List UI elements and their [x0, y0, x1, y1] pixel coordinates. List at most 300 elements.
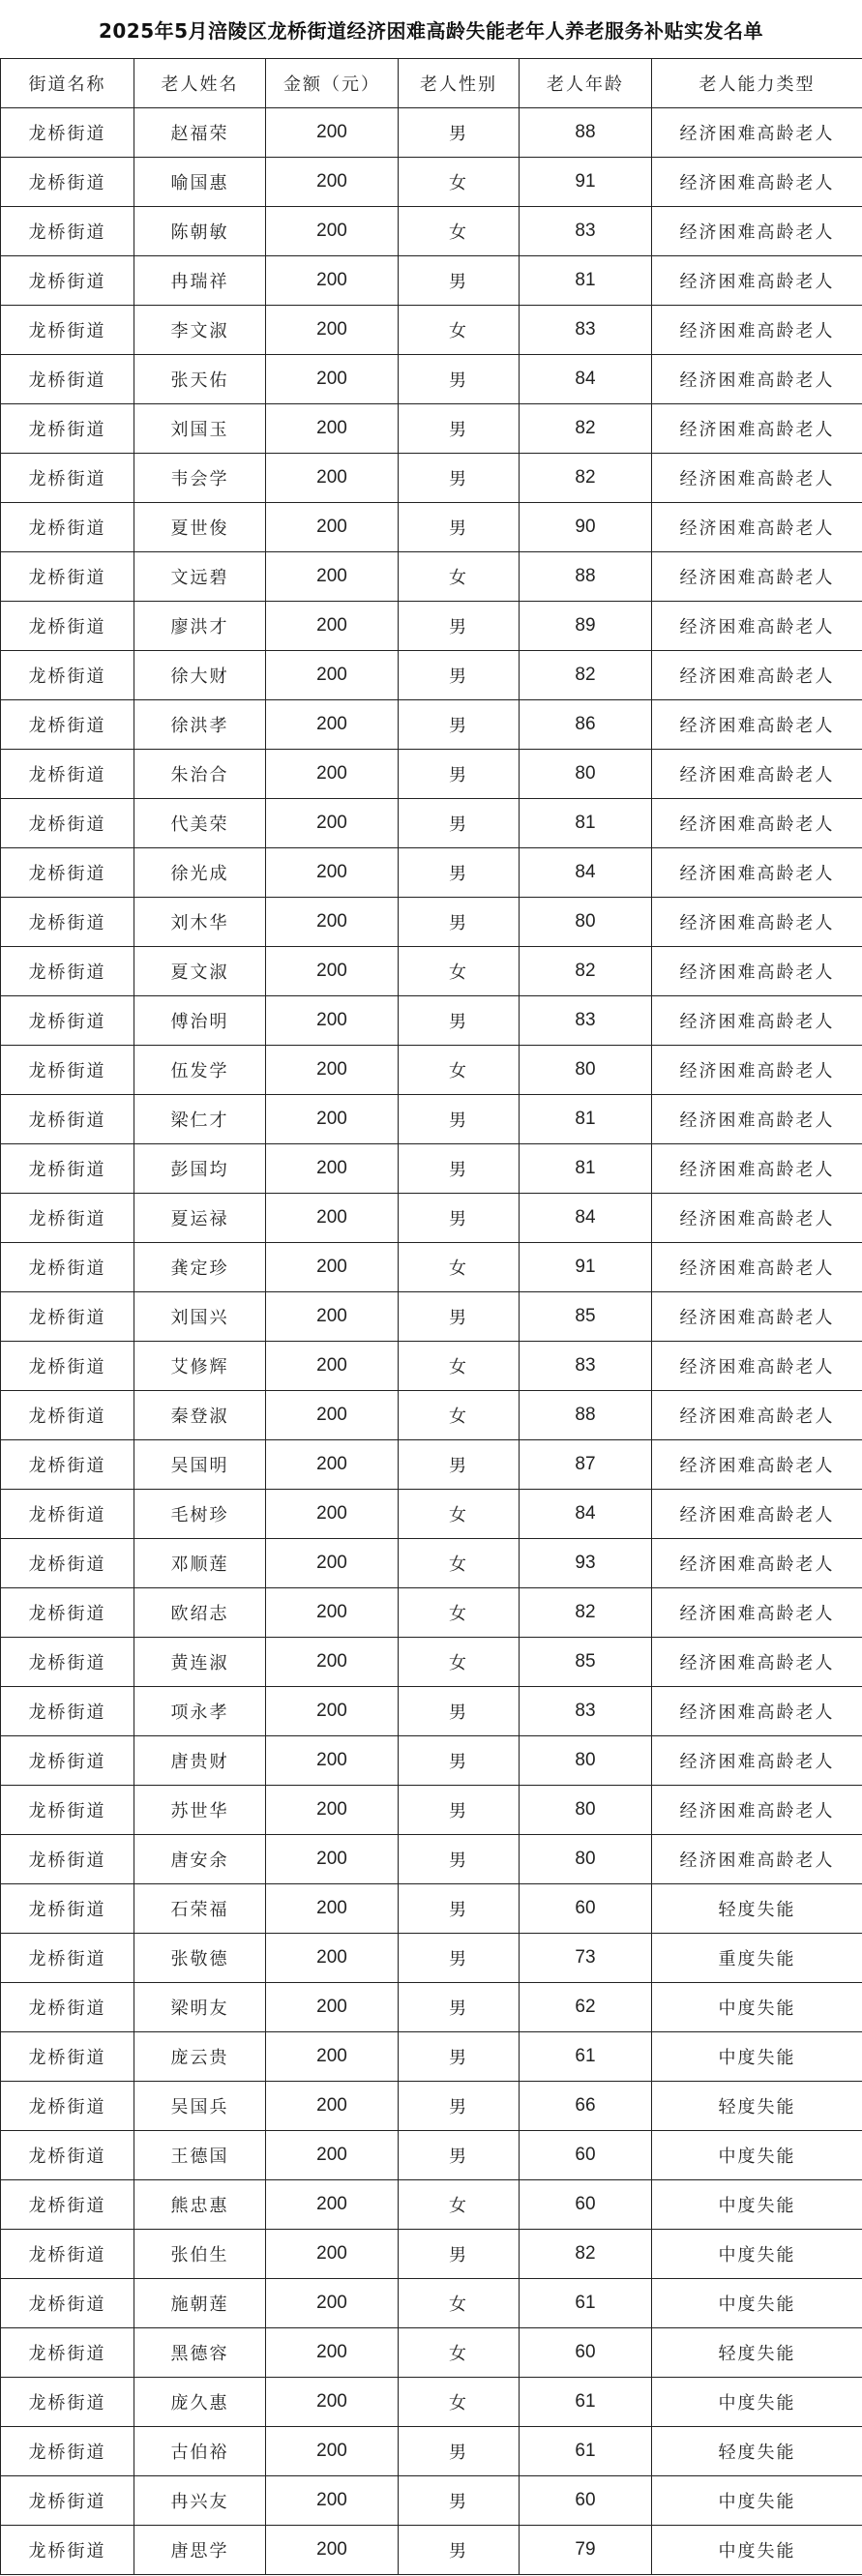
cell-age: 80: [520, 1736, 652, 1786]
cell-amount: 200: [266, 404, 399, 454]
cell-amount: 200: [266, 1884, 399, 1934]
table-row: [1, 1588, 862, 1638]
cell-age: 66: [520, 2082, 652, 2131]
table-row: [1, 1983, 862, 2032]
cell-ability-type: 经济困难高龄老人: [652, 1342, 862, 1391]
table-row: [1, 1440, 862, 1490]
cell-ability-type: 经济困难高龄老人: [652, 1687, 862, 1736]
cell-street: 龙桥街道: [1, 700, 134, 750]
table-row: [1, 355, 862, 404]
table-row: [1, 2230, 862, 2279]
cell-age: 60: [520, 2180, 652, 2230]
cell-name: 夏运禄: [134, 1194, 266, 1243]
cell-name: 梁明友: [134, 1983, 266, 2032]
cell-ability-type: 经济困难高龄老人: [652, 454, 862, 503]
cell-age: 84: [520, 848, 652, 898]
cell-age: 61: [520, 2378, 652, 2427]
cell-name: 唐思学: [134, 2526, 266, 2575]
cell-amount: 200: [266, 1095, 399, 1144]
cell-name: 冉瑞祥: [134, 256, 266, 306]
cell-ability-type: 经济困难高龄老人: [652, 355, 862, 404]
cell-name: 伍发学: [134, 1046, 266, 1095]
table-row: [1, 2328, 862, 2378]
cell-age: 73: [520, 1934, 652, 1983]
table-row: [1, 1934, 862, 1983]
cell-ability-type: 经济困难高龄老人: [652, 1391, 862, 1440]
cell-amount: 200: [266, 700, 399, 750]
table-row: [1, 750, 862, 799]
cell-amount: 200: [266, 2526, 399, 2575]
cell-name: 王德国: [134, 2131, 266, 2180]
cell-ability-type: 轻度失能: [652, 2082, 862, 2131]
cell-name: 唐贵财: [134, 1736, 266, 1786]
cell-amount: 200: [266, 799, 399, 848]
cell-amount: 200: [266, 1934, 399, 1983]
table-row: [1, 1144, 862, 1194]
cell-age: 91: [520, 1243, 652, 1292]
cell-age: 83: [520, 1687, 652, 1736]
cell-gender: 男: [399, 799, 520, 848]
cell-street: 龙桥街道: [1, 1539, 134, 1588]
cell-age: 83: [520, 996, 652, 1046]
cell-street: 龙桥街道: [1, 1884, 134, 1934]
cell-name: 刘国兴: [134, 1292, 266, 1342]
cell-amount: 200: [266, 1144, 399, 1194]
cell-gender: 男: [399, 2131, 520, 2180]
cell-name: 朱治合: [134, 750, 266, 799]
cell-ability-type: 中度失能: [652, 2131, 862, 2180]
table-row: [1, 2378, 862, 2427]
cell-gender: 男: [399, 651, 520, 700]
cell-ability-type: 经济困难高龄老人: [652, 750, 862, 799]
cell-age: 80: [520, 750, 652, 799]
cell-ability-type: 经济困难高龄老人: [652, 207, 862, 256]
cell-age: 93: [520, 1539, 652, 1588]
cell-gender: 男: [399, 1835, 520, 1884]
cell-ability-type: 经济困难高龄老人: [652, 1588, 862, 1638]
cell-street: 龙桥街道: [1, 1934, 134, 1983]
cell-name: 吴国明: [134, 1440, 266, 1490]
cell-gender: 男: [399, 256, 520, 306]
cell-gender: 男: [399, 700, 520, 750]
cell-gender: 女: [399, 1638, 520, 1687]
cell-name: 彭国均: [134, 1144, 266, 1194]
table-row: [1, 306, 862, 355]
cell-name: 施朝莲: [134, 2279, 266, 2328]
cell-name: 艾修辉: [134, 1342, 266, 1391]
cell-age: 62: [520, 1983, 652, 2032]
cell-street: 龙桥街道: [1, 651, 134, 700]
cell-ability-type: 经济困难高龄老人: [652, 503, 862, 552]
cell-amount: 200: [266, 1440, 399, 1490]
cell-gender: 女: [399, 947, 520, 996]
table-row: [1, 602, 862, 651]
cell-street: 龙桥街道: [1, 799, 134, 848]
cell-name: 熊忠惠: [134, 2180, 266, 2230]
cell-street: 龙桥街道: [1, 1391, 134, 1440]
cell-gender: 男: [399, 750, 520, 799]
cell-ability-type: 经济困难高龄老人: [652, 1144, 862, 1194]
cell-age: 81: [520, 1144, 652, 1194]
cell-street: 龙桥街道: [1, 2230, 134, 2279]
cell-amount: 200: [266, 848, 399, 898]
header-gender: 老人性别: [399, 59, 520, 108]
cell-gender: 男: [399, 1786, 520, 1835]
cell-ability-type: 轻度失能: [652, 2328, 862, 2378]
cell-age: 83: [520, 306, 652, 355]
cell-age: 80: [520, 1046, 652, 1095]
cell-name: 代美荣: [134, 799, 266, 848]
cell-ability-type: 经济困难高龄老人: [652, 108, 862, 158]
cell-amount: 200: [266, 1588, 399, 1638]
cell-ability-type: 中度失能: [652, 2476, 862, 2526]
cell-gender: 男: [399, 1440, 520, 1490]
cell-ability-type: 中度失能: [652, 2230, 862, 2279]
cell-name: 徐大财: [134, 651, 266, 700]
cell-gender: 男: [399, 848, 520, 898]
table-row: [1, 503, 862, 552]
cell-age: 83: [520, 1342, 652, 1391]
cell-ability-type: 经济困难高龄老人: [652, 1046, 862, 1095]
cell-name: 梁仁才: [134, 1095, 266, 1144]
cell-ability-type: 经济困难高龄老人: [652, 898, 862, 947]
cell-street: 龙桥街道: [1, 1194, 134, 1243]
cell-name: 赵福荣: [134, 108, 266, 158]
table-row: [1, 158, 862, 207]
cell-street: 龙桥街道: [1, 1095, 134, 1144]
cell-ability-type: 经济困难高龄老人: [652, 404, 862, 454]
cell-street: 龙桥街道: [1, 2378, 134, 2427]
cell-gender: 女: [399, 2328, 520, 2378]
cell-amount: 200: [266, 108, 399, 158]
cell-amount: 200: [266, 2476, 399, 2526]
cell-name: 庞云贵: [134, 2032, 266, 2082]
cell-street: 龙桥街道: [1, 1983, 134, 2032]
cell-amount: 200: [266, 1736, 399, 1786]
cell-name: 文远碧: [134, 552, 266, 602]
cell-age: 81: [520, 1095, 652, 1144]
cell-amount: 200: [266, 2230, 399, 2279]
cell-name: 陈朝敏: [134, 207, 266, 256]
cell-street: 龙桥街道: [1, 2427, 134, 2476]
cell-amount: 200: [266, 651, 399, 700]
cell-age: 89: [520, 602, 652, 651]
table-row: [1, 1638, 862, 1687]
table-row: [1, 848, 862, 898]
cell-gender: 男: [399, 2427, 520, 2476]
cell-street: 龙桥街道: [1, 256, 134, 306]
cell-street: 龙桥街道: [1, 2526, 134, 2575]
cell-street: 龙桥街道: [1, 306, 134, 355]
cell-street: 龙桥街道: [1, 898, 134, 947]
cell-ability-type: 轻度失能: [652, 1884, 862, 1934]
cell-age: 88: [520, 1391, 652, 1440]
table-row: [1, 1342, 862, 1391]
cell-street: 龙桥街道: [1, 207, 134, 256]
cell-street: 龙桥街道: [1, 503, 134, 552]
cell-ability-type: 经济困难高龄老人: [652, 256, 862, 306]
cell-name: 徐洪孝: [134, 700, 266, 750]
cell-name: 廖洪才: [134, 602, 266, 651]
cell-age: 82: [520, 947, 652, 996]
cell-name: 苏世华: [134, 1786, 266, 1835]
header-amount: 金额（元）: [266, 59, 399, 108]
table-row: [1, 256, 862, 306]
header-row: [1, 59, 862, 108]
cell-ability-type: 重度失能: [652, 1934, 862, 1983]
cell-gender: 女: [399, 552, 520, 602]
cell-name: 夏世俊: [134, 503, 266, 552]
cell-name: 刘木华: [134, 898, 266, 947]
header-age: 老人年龄: [520, 59, 652, 108]
cell-ability-type: 经济困难高龄老人: [652, 947, 862, 996]
cell-amount: 200: [266, 1786, 399, 1835]
cell-street: 龙桥街道: [1, 1440, 134, 1490]
cell-street: 龙桥街道: [1, 1243, 134, 1292]
cell-ability-type: 经济困难高龄老人: [652, 700, 862, 750]
table-row: [1, 2180, 862, 2230]
cell-gender: 女: [399, 207, 520, 256]
cell-gender: 女: [399, 2279, 520, 2328]
table-row: [1, 1687, 862, 1736]
cell-ability-type: 轻度失能: [652, 2427, 862, 2476]
cell-amount: 200: [266, 898, 399, 947]
cell-amount: 200: [266, 207, 399, 256]
cell-name: 张伯生: [134, 2230, 266, 2279]
cell-street: 龙桥街道: [1, 2180, 134, 2230]
cell-name: 欧绍志: [134, 1588, 266, 1638]
cell-age: 80: [520, 1835, 652, 1884]
table-row: [1, 1046, 862, 1095]
cell-ability-type: 经济困难高龄老人: [652, 1638, 862, 1687]
cell-amount: 200: [266, 996, 399, 1046]
cell-gender: 女: [399, 1046, 520, 1095]
cell-amount: 200: [266, 256, 399, 306]
cell-ability-type: 经济困难高龄老人: [652, 158, 862, 207]
subsidy-table: [0, 58, 862, 2575]
cell-gender: 男: [399, 1736, 520, 1786]
cell-name: 龚定珍: [134, 1243, 266, 1292]
cell-street: 龙桥街道: [1, 2082, 134, 2131]
cell-amount: 200: [266, 552, 399, 602]
cell-age: 61: [520, 2279, 652, 2328]
table-row: [1, 1095, 862, 1144]
cell-name: 刘国玉: [134, 404, 266, 454]
cell-ability-type: 经济困难高龄老人: [652, 1194, 862, 1243]
cell-name: 张天佑: [134, 355, 266, 404]
cell-age: 88: [520, 108, 652, 158]
cell-gender: 男: [399, 2082, 520, 2131]
cell-age: 80: [520, 1786, 652, 1835]
table-row: [1, 2082, 862, 2131]
cell-gender: 男: [399, 2476, 520, 2526]
table-row: [1, 207, 862, 256]
header-ability-type: 老人能力类型: [652, 59, 862, 108]
cell-gender: 男: [399, 1934, 520, 1983]
cell-gender: 女: [399, 1539, 520, 1588]
cell-gender: 男: [399, 454, 520, 503]
cell-gender: 男: [399, 404, 520, 454]
cell-amount: 200: [266, 2180, 399, 2230]
table-row: [1, 1786, 862, 1835]
cell-amount: 200: [266, 2032, 399, 2082]
cell-name: 韦会学: [134, 454, 266, 503]
cell-street: 龙桥街道: [1, 602, 134, 651]
cell-name: 傅治明: [134, 996, 266, 1046]
table-row: [1, 898, 862, 947]
cell-age: 82: [520, 454, 652, 503]
cell-street: 龙桥街道: [1, 355, 134, 404]
cell-age: 82: [520, 1588, 652, 1638]
cell-amount: 200: [266, 1292, 399, 1342]
cell-street: 龙桥街道: [1, 404, 134, 454]
cell-street: 龙桥街道: [1, 1292, 134, 1342]
cell-name: 毛树珍: [134, 1490, 266, 1539]
table-row: [1, 1736, 862, 1786]
cell-age: 61: [520, 2032, 652, 2082]
table-body: [1, 108, 862, 2575]
cell-age: 88: [520, 552, 652, 602]
cell-name: 喻国惠: [134, 158, 266, 207]
cell-gender: 女: [399, 1391, 520, 1440]
cell-name: 古伯裕: [134, 2427, 266, 2476]
cell-street: 龙桥街道: [1, 1046, 134, 1095]
cell-amount: 200: [266, 1490, 399, 1539]
cell-amount: 200: [266, 1835, 399, 1884]
cell-gender: 女: [399, 1243, 520, 1292]
cell-amount: 200: [266, 1342, 399, 1391]
cell-ability-type: 经济困难高龄老人: [652, 1292, 862, 1342]
cell-amount: 200: [266, 2378, 399, 2427]
cell-age: 84: [520, 1194, 652, 1243]
cell-ability-type: 经济困难高龄老人: [652, 799, 862, 848]
cell-ability-type: 经济困难高龄老人: [652, 1440, 862, 1490]
cell-gender: 男: [399, 108, 520, 158]
cell-amount: 200: [266, 1983, 399, 2032]
cell-name: 黄连淑: [134, 1638, 266, 1687]
table-row: [1, 454, 862, 503]
cell-amount: 200: [266, 1046, 399, 1095]
cell-ability-type: 经济困难高龄老人: [652, 602, 862, 651]
cell-street: 龙桥街道: [1, 552, 134, 602]
cell-gender: 女: [399, 1490, 520, 1539]
cell-gender: 男: [399, 2032, 520, 2082]
cell-age: 82: [520, 2230, 652, 2279]
cell-street: 龙桥街道: [1, 158, 134, 207]
cell-ability-type: 经济困难高龄老人: [652, 552, 862, 602]
cell-gender: 男: [399, 355, 520, 404]
cell-age: 80: [520, 898, 652, 947]
cell-gender: 女: [399, 1342, 520, 1391]
table-row: [1, 552, 862, 602]
cell-ability-type: 经济困难高龄老人: [652, 1095, 862, 1144]
cell-street: 龙桥街道: [1, 2032, 134, 2082]
cell-ability-type: 经济困难高龄老人: [652, 1736, 862, 1786]
cell-street: 龙桥街道: [1, 1342, 134, 1391]
cell-age: 82: [520, 651, 652, 700]
cell-gender: 男: [399, 1194, 520, 1243]
table-row: [1, 996, 862, 1046]
cell-age: 81: [520, 799, 652, 848]
cell-amount: 200: [266, 947, 399, 996]
cell-street: 龙桥街道: [1, 1835, 134, 1884]
cell-age: 60: [520, 2131, 652, 2180]
cell-name: 夏文淑: [134, 947, 266, 996]
table-row: [1, 1292, 862, 1342]
cell-amount: 200: [266, 750, 399, 799]
cell-amount: 200: [266, 2131, 399, 2180]
cell-street: 龙桥街道: [1, 1588, 134, 1638]
cell-gender: 男: [399, 1292, 520, 1342]
cell-amount: 200: [266, 1539, 399, 1588]
cell-ability-type: 经济困难高龄老人: [652, 848, 862, 898]
cell-gender: 女: [399, 158, 520, 207]
cell-street: 龙桥街道: [1, 947, 134, 996]
cell-street: 龙桥街道: [1, 750, 134, 799]
header-street: 街道名称: [1, 59, 134, 108]
table-row: [1, 2476, 862, 2526]
cell-age: 83: [520, 207, 652, 256]
cell-street: 龙桥街道: [1, 1638, 134, 1687]
cell-age: 84: [520, 355, 652, 404]
table-row: [1, 947, 862, 996]
cell-amount: 200: [266, 306, 399, 355]
table-row: [1, 651, 862, 700]
cell-age: 91: [520, 158, 652, 207]
table-row: [1, 799, 862, 848]
table-row: [1, 2427, 862, 2476]
cell-name: 冉兴友: [134, 2476, 266, 2526]
cell-name: 徐光成: [134, 848, 266, 898]
cell-name: 项永孝: [134, 1687, 266, 1736]
cell-name: 吴国兵: [134, 2082, 266, 2131]
cell-ability-type: 经济困难高龄老人: [652, 1786, 862, 1835]
cell-name: 邓顺莲: [134, 1539, 266, 1588]
cell-name: 石荣福: [134, 1884, 266, 1934]
cell-age: 81: [520, 256, 652, 306]
cell-gender: 男: [399, 2526, 520, 2575]
document-title: 2025年5月涪陵区龙桥街道经济困难高龄失能老年人养老服务补贴实发名单: [98, 18, 764, 43]
cell-street: 龙桥街道: [1, 1786, 134, 1835]
cell-amount: 200: [266, 2082, 399, 2131]
table-row: [1, 404, 862, 454]
cell-amount: 200: [266, 2279, 399, 2328]
cell-street: 龙桥街道: [1, 2131, 134, 2180]
table-row: [1, 1835, 862, 1884]
cell-amount: 200: [266, 1194, 399, 1243]
table-row: [1, 1884, 862, 1934]
cell-gender: 男: [399, 1095, 520, 1144]
cell-amount: 200: [266, 602, 399, 651]
header-name: 老人姓名: [134, 59, 266, 108]
cell-ability-type: 经济困难高龄老人: [652, 996, 862, 1046]
cell-street: 龙桥街道: [1, 108, 134, 158]
cell-gender: 男: [399, 898, 520, 947]
cell-name: 张敬德: [134, 1934, 266, 1983]
cell-ability-type: 中度失能: [652, 2032, 862, 2082]
cell-ability-type: 中度失能: [652, 2526, 862, 2575]
cell-street: 龙桥街道: [1, 2476, 134, 2526]
cell-name: 唐安余: [134, 1835, 266, 1884]
cell-gender: 女: [399, 1588, 520, 1638]
table-row: [1, 2526, 862, 2575]
cell-gender: 男: [399, 996, 520, 1046]
cell-gender: 男: [399, 1884, 520, 1934]
cell-gender: 男: [399, 1687, 520, 1736]
table-row: [1, 1490, 862, 1539]
cell-street: 龙桥街道: [1, 1736, 134, 1786]
cell-name: 黑德容: [134, 2328, 266, 2378]
